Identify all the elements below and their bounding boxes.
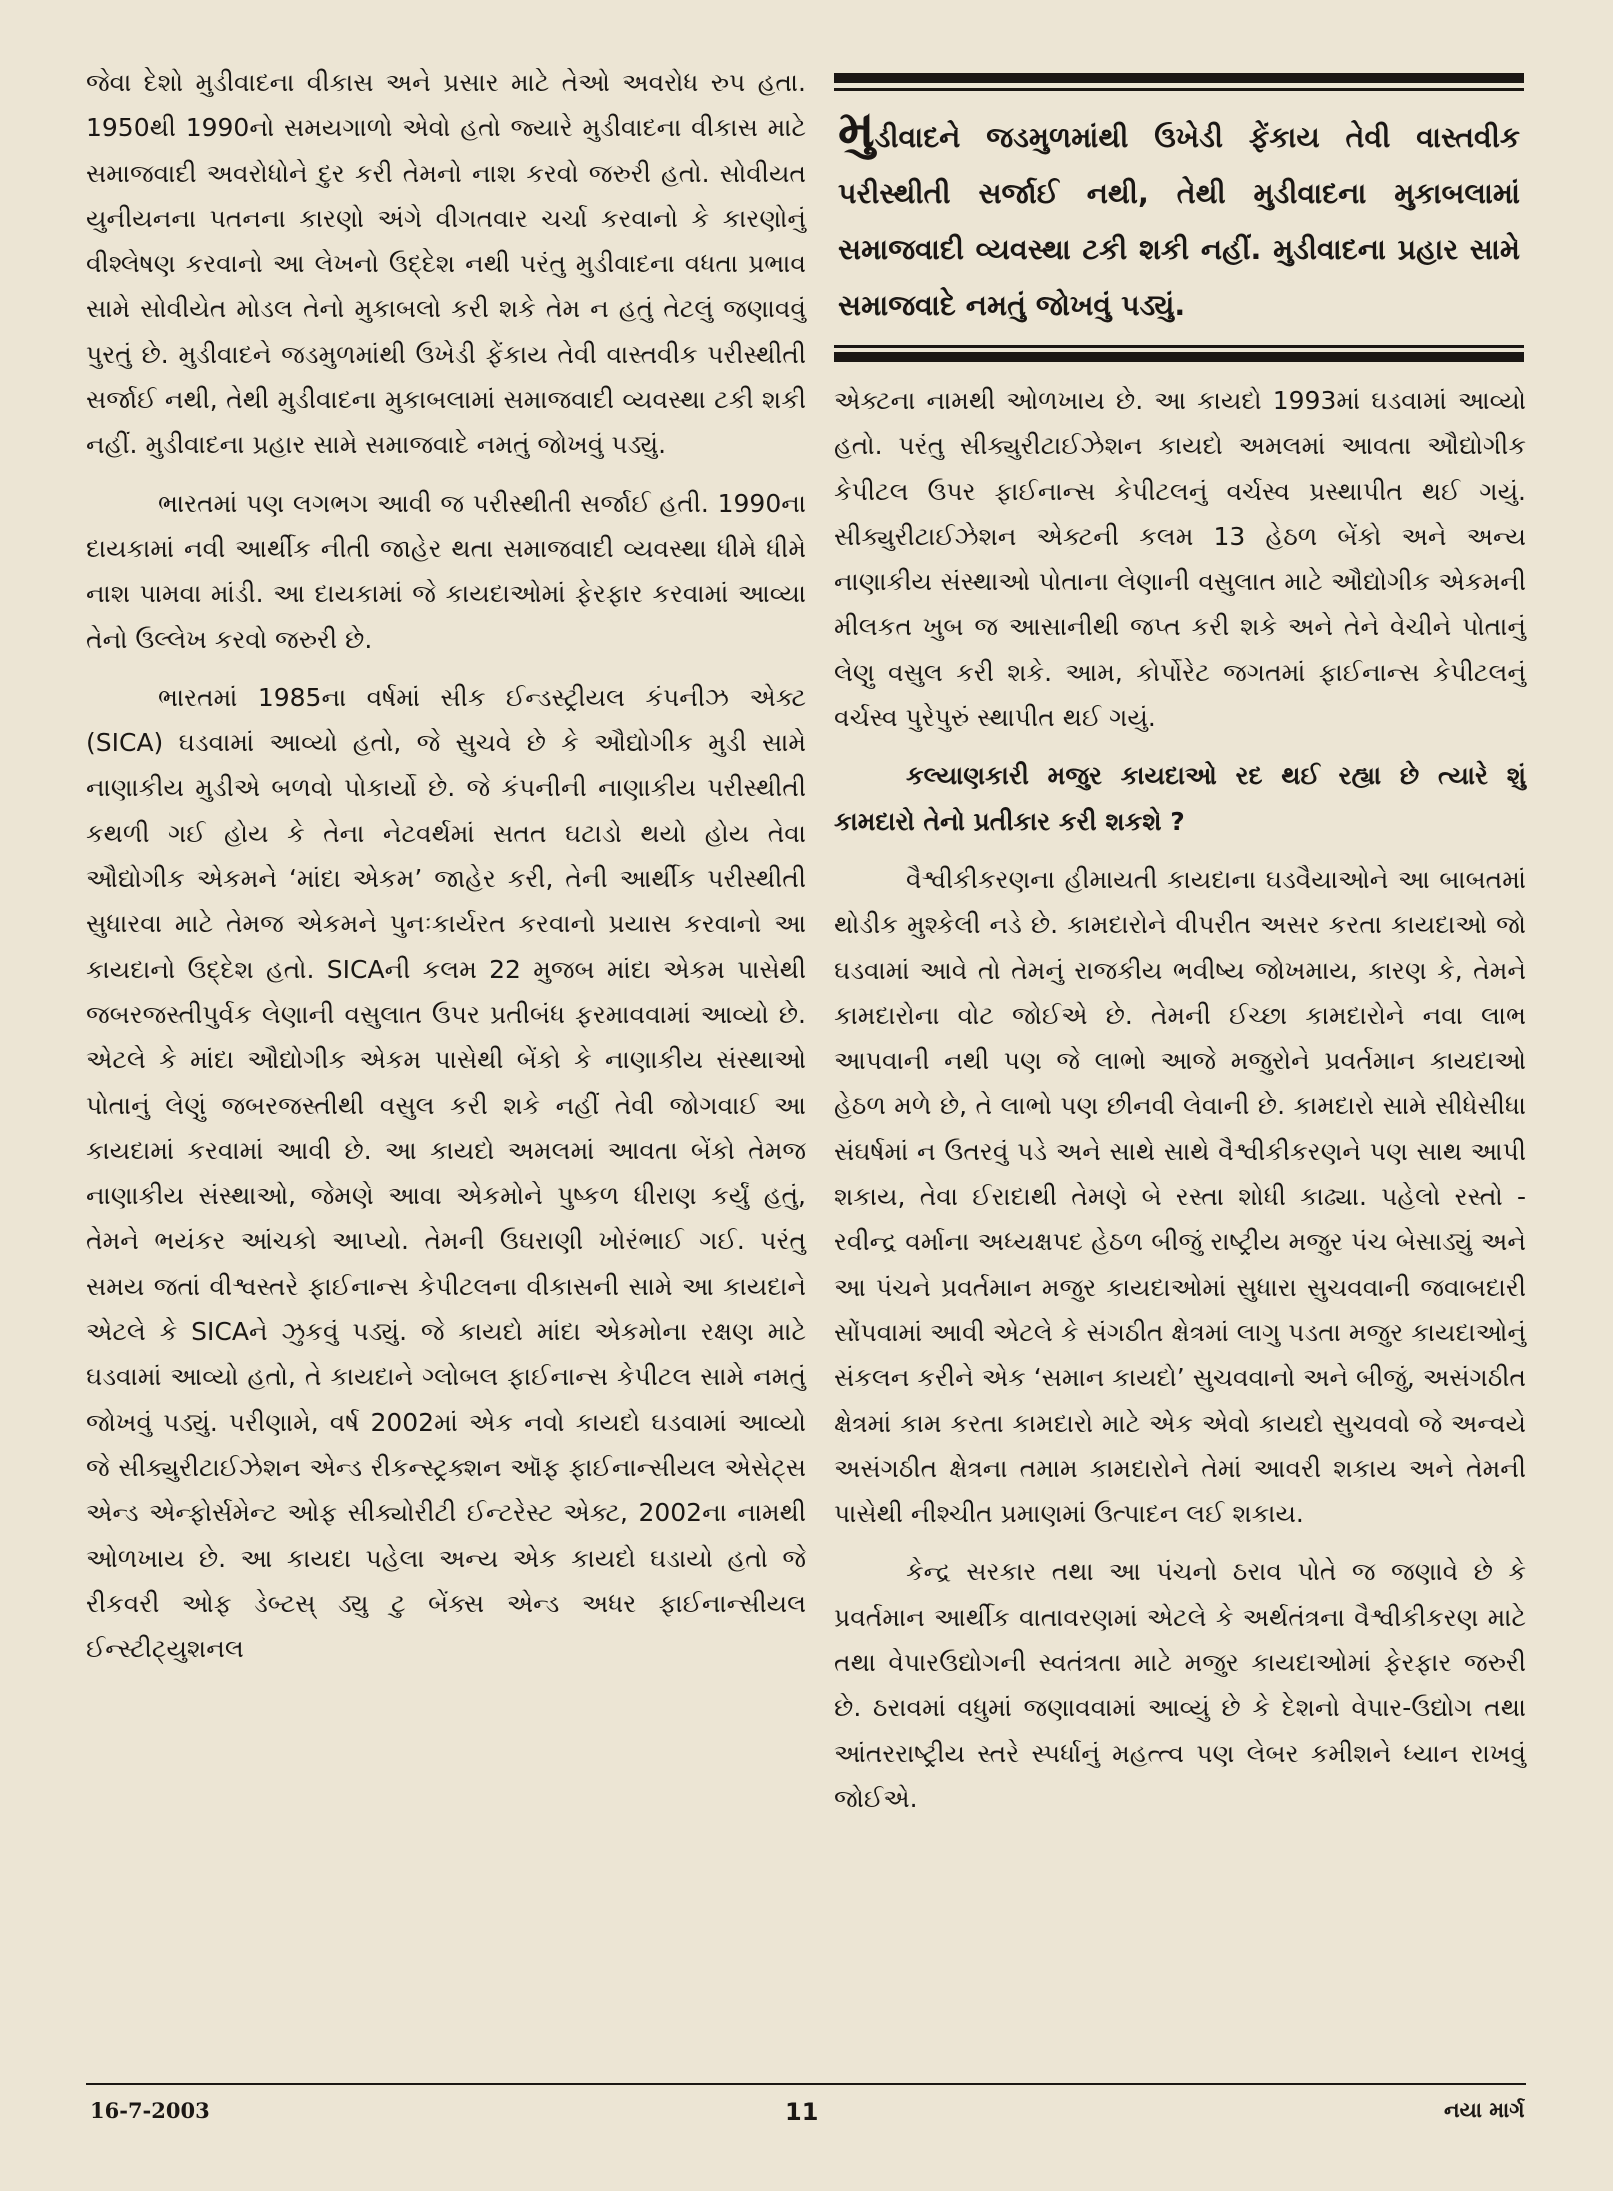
right-column [834,378,1526,1821]
right-paragraph-2: વૈશ્વીકીકરણના હીમાયતી કાયદાના ઘડવૈયાઓને આ બાબતમાં થોડીક મુશ્કેલી નડે છે. કામદારોને વીપરીત અસર કરતા કાયદાઓ જો ઘડવામાં આવે તો તેમનું રાજકીય ભવીષ્ય જોખમાય, કારણ કે, તેમને કામદારોના વોટ જોઈએ છે. તેમની ઈચ્છા કામદારોને નવા લાભ આપવાની નથી પણ જે લાભો આજે મજુરોને પ્રવર્તમાન કાયદાઓ હેઠળ મળે છે, તે લાભો પણ છીનવી લેવાની છે. કામદારો સામે સીધેસીધા સંઘર્ષમાં ન ઉતરવું પડે અને સાથે સાથે વૈશ્વીકીકરણને પણ સાથ આપી શકાય, તેવા ઈરાદાથી તેમણે બે રસ્તા શોધી કાઢ્યા. પહેલો રસ્તો - રવીન્દ્ર વર્માના અધ્યક્ષપદ હેઠળ બીજું રાષ્ટ્રીય મજુર પંચ બેસાડ્યું અને આ પંચને પ્રવર્તમાન મજુર કાયદાઓમાં સુધારા સુચવવાની જવાબદારી સોંપવામાં આવી એટલે કે સંગઠીત ક્ષેત્રમાં લાગુ પડતા મજુર કાયદાઓનું સંકલન કરીને એક ‘સમાન કાયદો’ સુચવવાનો અને બીજું, અસંગઠીત ક્ષેત્રમાં કામ કરતા કામદારો માટે એક એવો કાયદો સુચવવો જે અન્વયે અસંગઠીત ક્ષેત્રના તમામ કામદારોને તેમાં આવરી શકાય અને તેમની પાસેથી નીશ્ચીત પ્રમાણમાં ઉત્પાદન લઈ શકાય. [834,864,1527,1529]
left-column [86,60,806,1671]
pullquote-dropcap: મુ [838,100,875,160]
left-paragraph-3: ભારતમાં 1985ના વર્ષમાં સીક ઈન્ડસ્ટ્રીયલ કંપનીઝ એક્ટ (SICA) ઘડવામાં આવ્યો હતો, જે સુચવે છે કે ઔદ્યોગીક મુડી સામે નાણાકીય મુડીએ બળવો પોકાર્યો છે. જે કંપનીની નાણાકીય પરીસ્થીતી કથળી ગઈ હોય કે તેના નેટવર્થમાં સતત ઘટાડો થયો હોય તેવા ઔદ્યોગીક એકમને ‘માંદા એકમ’ જાહેર કરી, તેની આર્થીક પરીસ્થીતી સુધારવા માટે તેમજ એકમને પુનઃકાર્યરત કરવાનો પ્રયાસ કરવાનો આ કાયદાનો ઉદ્દેશ હતો. SICAની કલમ 22 મુજબ માંદા એકમ પાસેથી જબરજસ્તીપુર્વક લેણાની વસુલાત ઉપર પ્રતીબંધ ફરમાવવામાં આવ્યો છે. એટલે કે માંદા ઔદ્યોગીક એકમ પાસેથી બેંકો કે નાણાકીય સંસ્થાઓ પોતાનું લેણું જબરજસ્તીથી વસુલ કરી શકે નહીં તેવી જોગવાઈ આ કાયદામાં કરવામાં આવી છે. આ કાયદો અમલમાં આવતા બેંકો તેમજ નાણાકીય સંસ્થાઓ, જેમણે આવા એકમોને પુષ્કળ ધીરાણ કર્યું હતું, તેમને ભયંકર આંચકો આપ્યો. તેમની ઉઘરાણી ખોરંભાઈ ગઈ. પરંતુ સમય જતાં વીશ્વસ્તરે ફાઈનાન્સ કેપીટલના વીકાસની સામે આ કાયદાને એટલે કે SICAને ઝુકવું પડ્યું. જે કાયદો માંદા એકમોના રક્ષણ માટે ઘડવામાં આવ્યો હતો, તે કાયદાને ગ્લોબલ ફાઈનાન્સ કેપીટલ સામે નમતું જોખવું પડ્યું. પરીણામે, વર્ષ 2002માં એક નવો કાયદો ઘડવામાં આવ્યો જે સીક્યુરીટાઈઝેશન એન્ડ રીકન્સ્ટ્રક્શન ઑફ ફાઈનાન્સીયલ એસેટ્સ એન્ડ એન્ફોર્સમેન્ટ ઓફ સીક્યોરીટી ઈન્ટરેસ્ટ એક્ટ, 2002ના નામથી ઓળખાય છે. આ કાયદા પહેલા અન્ય એક કાયદો ઘડાયો હતો જે રીકવરી ઓફ ડેબ્ટસ્ ડ્યુ ટુ બેંક્સ એન્ડ અધર ફાઈનાન્સીયલ ઈન્સ્ટીટ્યુશનલ [86,682,806,1664]
pullquote-rule-bottom-thin [834,345,1524,348]
pullquote-rule-top-thin [834,88,1524,91]
left-paragraph-2: ભારતમાં પણ લગભગ આવી જ પરીસ્થીતી સર્જાઈ હતી. 1990ના દાયકામાં નવી આર્થીક નીતી જાહેર થતા સમાજવાદી વ્યવસ્થા ધીમે ધીમે નાશ પામવા માંડી. આ દાયકામાં જે કાયદાઓમાં ફેરફાર કરવામાં આવ્યા તેનો ઉલ્લેખ કરવો જરુરી છે. [86,488,806,654]
pullquote-text: ડીવાદને જડમુળમાંથી ઉખેડી ફેંકાય તેવી વાસ્તવીક પરીસ્થીતી સર્જાઈ નથી, તેથી મુડીવાદના મુકાબલામાં સમાજવાદી વ્યવસ્થા ટકી શકી નહીં. મુડીવાદના પ્રહાર સામે સમાજવાદે નમતું જોખવું પડ્યું. [838,121,1520,322]
footer-rule [86,2083,1526,2085]
pullquote [838,100,1520,334]
left-paragraph-1: જેવા દેશો મુડીવાદના વીકાસ અને પ્રસાર માટે તેઓ અવરોધ રુપ હતા. 1950થી 1990નો સમયગાળો એવો હતો જ્યારે મુડીવાદના વીકાસ માટે સમાજવાદી અવરોધોને દુર કરી તેમનો નાશ કરવો જરુરી હતો. સોવીયત યુનીયનના પતનના કારણો અંગે વીગતવાર ચર્ચા કરવાનો કે કારણોનું વીશ્લેષણ કરવાનો આ લેખનો ઉદ્દેશ નથી પરંતુ મુડીવાદના વધતા પ્રભાવ સામે સોવીયેત મોડલ તેનો મુકાબલો કરી શકે તેમ ન હતું તેટલું જણાવવું પુરતું છે. મુડીવાદને જડમુળમાંથી ઉખેડી ફેંકાય તેવી વાસ્તવીક પરીસ્થીતી સર્જાઈ નથી, તેથી મુડીવાદના મુકાબલામાં સમાજવાદી વ્યવસ્થા ટકી શકી નહીં. મુડીવાદના પ્રહાર સામે સમાજવાદે નમતું જોખવું પડ્યું. [86,68,806,460]
right-paragraph-1: એક્ટના નામથી ઓળખાય છે. આ કાયદો 1993માં ઘડવામાં આવ્યો હતો. પરંતુ સીક્યુરીટાઈઝેશન કાયદો અમલમાં આવતા ઔદ્યોગીક કેપીટલ ઉપર ફાઈનાન્સ કેપીટલનું વર્ચસ્વ પ્રસ્થાપીત થઈ ગયું. સીક્યુરીટાઈઝેશન એક્ટની કલમ 13 હેઠળ બેંકો અને અન્ય નાણાકીય સંસ્થાઓ પોતાના લેણાની વસુલાત માટે ઔદ્યોગીક એકમની મીલકત ખુબ જ આસાનીથી જપ્ત કરી શકે અને તેને વેચીને પોતાનું લેણુ વસુલ કરી શકે. આમ, કોર્પોરેટ જગતમાં ફાઈનાન્સ કેપીટલનું વર્ચસ્વ પુરેપુરું સ્થાપીત થઈ ગયું. [834,386,1526,733]
publication-name: નયા માર્ગ [1444,2098,1525,2122]
footer-date: 16-7-2003 [90,2098,210,2123]
right-paragraph-3: કેન્દ્ર સરકાર તથા આ પંચનો ઠરાવ પોતે જ જણાવે છે કે પ્રવર્તમાન આર્થીક વાતાવરણમાં એટલે કે અર્થતંત્રના વૈશ્વીકીકરણ માટે તથા વેપારઉદ્યોગની સ્વતંત્રતા માટે મજુર કાયદાઓમાં ફેરફાર જરુરી છે. ઠરાવમાં વધુમાં જણાવવામાં આવ્યું છે કે દેશનો વેપાર-ઉદ્યોગ તથા આંતરરાષ્ટ્રીય સ્તરે સ્પર્ધાનું મહત્ત્વ પણ લેબર કમીશને ધ્યાન રાખવું જોઈએ. [834,1557,1526,1813]
section-subheading: કલ્યાણકારી મજુર કાયદાઓ રદ થઈ રહ્યા છે ત્યારે શું કામદારો તેનો પ્રતીકાર કરી શકશે ? [834,761,1526,836]
pullquote-rule-top [834,73,1524,83]
page-number: 11 [785,2098,819,2126]
pullquote-rule-bottom [834,352,1524,362]
